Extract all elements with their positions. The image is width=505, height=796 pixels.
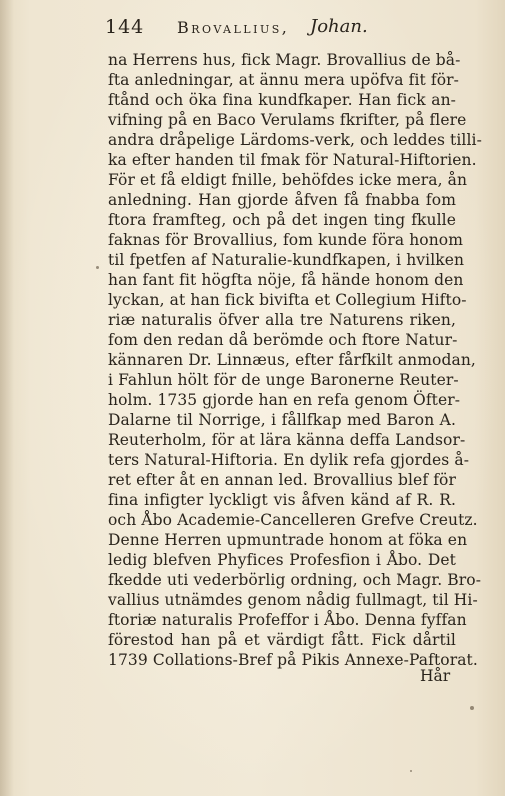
text-line: fina infigter lyckligt vis åfven känd af R. R. bbox=[108, 491, 456, 509]
catchword: Hår bbox=[420, 667, 451, 685]
running-head: Brovallius, bbox=[177, 18, 290, 37]
text-line: För et få eldigt fnille, behöfdes icke mera, ån bbox=[108, 171, 468, 189]
text-line: vallius utnämdes genom nådig fullmagt, til Hi- bbox=[108, 591, 478, 609]
text-line: riæ naturalis öfver alla tre Naturens riken, bbox=[108, 311, 456, 329]
text-line: kännaren Dr. Linnæus, efter fårfkilt anmodan, bbox=[108, 351, 476, 369]
spine-shadow bbox=[0, 0, 14, 796]
text-line: fkedde uti vederbörlig ordning, och Magr. Bro- bbox=[108, 571, 482, 589]
text-line: Denne Herren upmuntrade honom at föka en bbox=[108, 531, 468, 549]
running-head-name: Johan. bbox=[310, 16, 368, 37]
paper-speck bbox=[410, 770, 412, 772]
text-line: fta anledningar, at ännu mera upöfva fit för- bbox=[108, 71, 459, 89]
text-line: ftoriæ naturalis Profeffor i Åbo. Denna fyffan bbox=[108, 611, 467, 629]
text-line: fom den redan då berömde och ftore Natur- bbox=[108, 331, 458, 349]
text-line: och Åbo Academie-Cancelleren Grefve Creutz. bbox=[108, 511, 478, 529]
text-line: vifning på en Baco Verulams fkrifter, på flere bbox=[108, 111, 467, 129]
text-line: faknas för Brovallius, fom kunde föra honom bbox=[108, 231, 464, 249]
text-line: Dalarne til Norrige, i fållfkap med Baron A. bbox=[108, 411, 456, 429]
text-line: til fpetfen af Naturalie-kundfkapen, i hvilken bbox=[108, 251, 465, 269]
text-line: lyckan, at han fick bivifta et Collegium Hifto- bbox=[108, 291, 467, 309]
page-number: 144 bbox=[105, 16, 145, 38]
text-line: ters Natural-Hiftoria. En dylik refa gjordes å- bbox=[108, 451, 470, 469]
text-line: förestod han på et värdigt fått. Fick dårtil bbox=[108, 631, 456, 649]
text-line: han fant fit högfta nöje, få hände honom den bbox=[108, 271, 464, 289]
text-line: anledning. Han gjorde åfven få fnabba fom bbox=[108, 191, 456, 209]
paper-speck bbox=[96, 266, 99, 269]
text-line: ledig blefven Phyfices Profesfion i Åbo. Det bbox=[108, 551, 456, 569]
text-line: ka efter handen til fmak för Natural-Hiftorien. bbox=[108, 151, 477, 169]
text-line: ret efter åt en annan led. Brovallius blef för bbox=[108, 471, 456, 489]
paper-speck bbox=[470, 706, 474, 710]
text-line: Reuterholm, för at lära känna deffa Landsor- bbox=[108, 431, 466, 449]
text-line: i Fahlun hölt för de unge Baronerne Reuter- bbox=[108, 371, 459, 389]
text-line: 1739 Collations-Bref på Pikis Annexe-Paftorat. bbox=[108, 651, 478, 669]
text-line: na Herrens hus, fick Magr. Brovallius de bå- bbox=[108, 51, 461, 69]
text-line: andra dråpelige Lärdoms-verk, och leddes tilli- bbox=[108, 131, 482, 149]
page-header bbox=[105, 14, 485, 44]
text-line: holm. 1735 gjorde han en refa genom Öfter- bbox=[108, 391, 461, 409]
body-text bbox=[108, 50, 482, 670]
text-line: ftånd och öka fina kundfkaper. Han fick an- bbox=[108, 91, 456, 109]
text-line: ftora framfteg, och på det ingen ting fkulle bbox=[108, 211, 456, 229]
